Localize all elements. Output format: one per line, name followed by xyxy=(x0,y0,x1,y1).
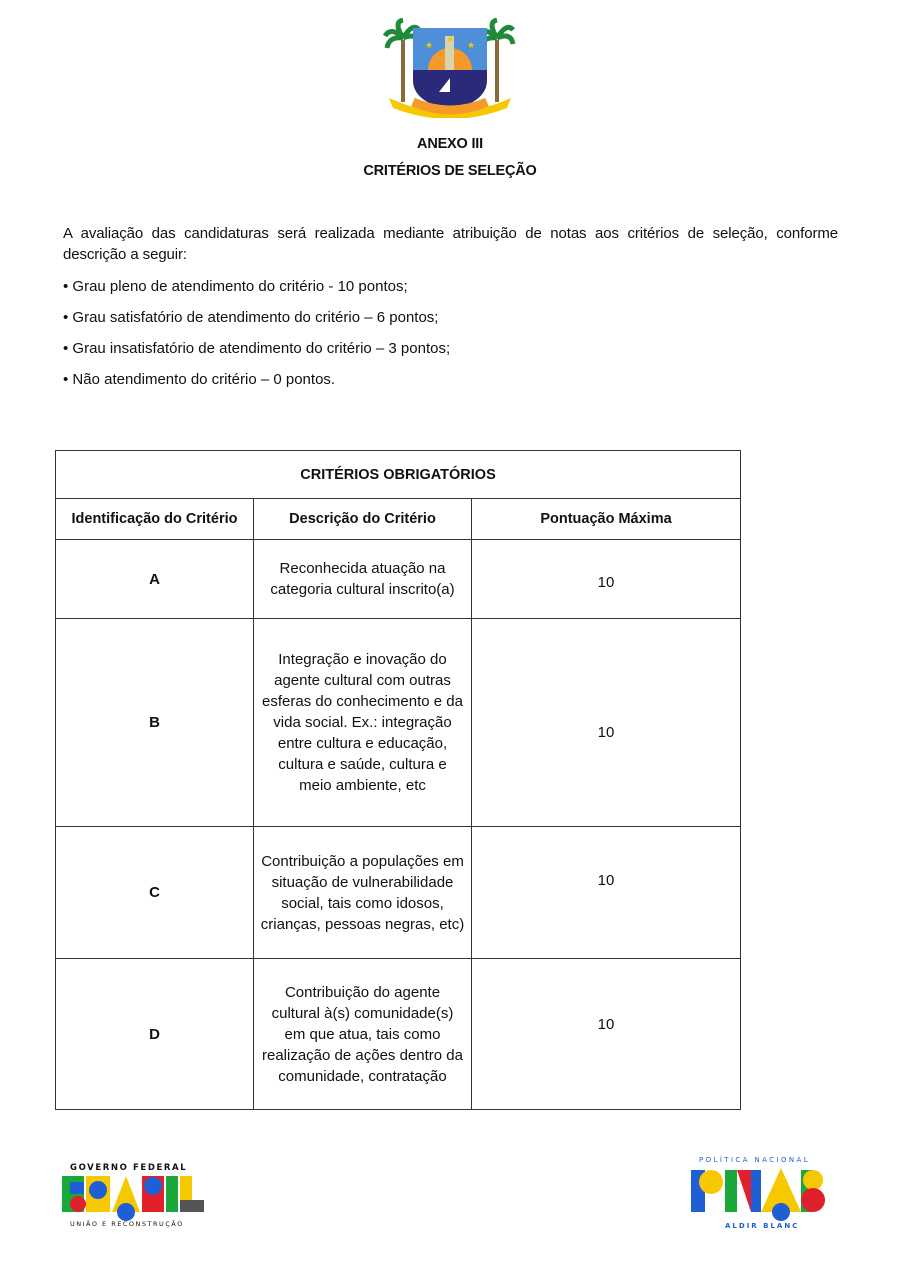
table-row xyxy=(56,540,741,619)
criterion-description: Contribuição do agente cultural à(s) comunidade(s) em que atua, tais como realização de ações dentro da comunidade, contratação xyxy=(254,959,472,1110)
bullet-item: • Grau pleno de atendimento do critério - 10 pontos; xyxy=(63,278,408,295)
criteria-table xyxy=(55,450,741,1110)
page-title: CRITÉRIOS DE SELEÇÃO xyxy=(363,163,537,179)
bullet-item: • Grau insatisfatório de atendimento do critério – 3 pontos; xyxy=(63,340,451,357)
scoring-bullet-list xyxy=(63,276,450,400)
table-row xyxy=(56,959,741,1110)
svg-text:★: ★ xyxy=(425,40,434,50)
table-row xyxy=(56,619,741,827)
criterion-id: A xyxy=(56,540,254,619)
annex-label: ANEXO III xyxy=(417,136,483,152)
criterion-score: 10 xyxy=(472,959,741,1110)
column-header-description: Descrição do Critério xyxy=(254,499,472,540)
bullet-item: • Não atendimento do critério – 0 pontos. xyxy=(63,371,336,388)
column-header-id: Identificação do Critério xyxy=(56,499,254,540)
criterion-score: 10 xyxy=(472,827,741,959)
criterion-id: D xyxy=(56,959,254,1110)
criterion-description: Contribuição a populações em situação de vulnerabilidade social, tais como idosos, crianças, pessoas negras, etc) xyxy=(254,827,472,959)
intro-paragraph: A avaliação das candidaturas será realizada mediante atribuição de notas aos critérios de seleção, conforme descrição a seguir: xyxy=(63,225,838,263)
svg-text:GOVERNO FEDERAL: GOVERNO FEDERAL xyxy=(70,1163,188,1173)
table-title: CRITÉRIOS OBRIGATÓRIOS xyxy=(56,451,741,499)
criterion-id: C xyxy=(56,827,254,959)
criterion-description: Reconhecida atuação na categoria cultural inscrito(a) xyxy=(254,540,472,619)
municipal-crest-logo xyxy=(383,18,517,118)
criterion-description: Integração e inovação do agente cultural com outras esferas do conhecimento e da vida social. Ex.: integração entre cultura e educação, cultura e saúde, cultura e meio ambiente, etc xyxy=(254,619,472,827)
svg-text:ALDIR BLANC: ALDIR BLANC xyxy=(725,1222,800,1230)
criterion-id: B xyxy=(56,619,254,827)
svg-text:UNIÃO E RECONSTRUÇÃO: UNIÃO E RECONSTRUÇÃO xyxy=(70,1220,184,1228)
pnab-aldir-blanc-logo xyxy=(685,1150,835,1235)
criterion-score: 10 xyxy=(472,540,741,619)
column-header-score: Pontuação Máxima xyxy=(472,499,741,540)
svg-text:POLÍTICA NACIONAL: POLÍTICA NACIONAL xyxy=(699,1156,811,1164)
bullet-item: • Grau satisfatório de atendimento do critério – 6 pontos; xyxy=(63,309,439,326)
table-row xyxy=(56,827,741,959)
svg-text:★: ★ xyxy=(446,34,455,44)
svg-text:★: ★ xyxy=(467,40,476,50)
criterion-score: 10 xyxy=(472,619,741,827)
governo-federal-brasil-logo xyxy=(60,1160,210,1230)
